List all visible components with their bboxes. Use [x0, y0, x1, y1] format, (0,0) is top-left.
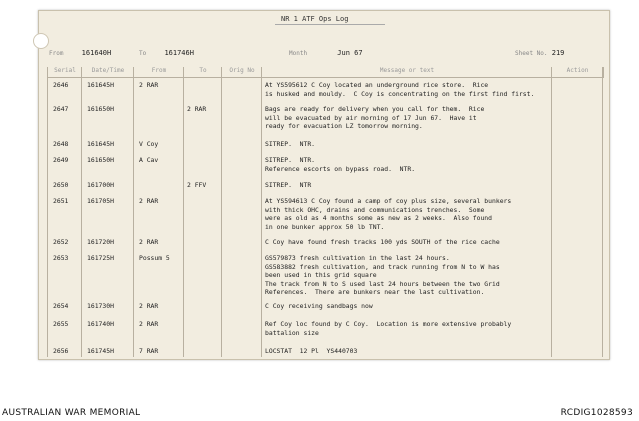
- column-rule: [261, 67, 262, 357]
- column-rule: [81, 67, 82, 357]
- row-time: 161705H: [87, 197, 114, 205]
- row-message: SITREP. NTR. Reference escorts on bypass road. NTR.: [265, 156, 416, 173]
- row-to: 2 FFV: [187, 181, 207, 189]
- footer-source: AUSTRALIAN WAR MEMORIAL: [2, 408, 141, 418]
- row-from: 2 RAR: [139, 302, 159, 310]
- to-label: To: [139, 50, 147, 57]
- row-message: Ref Coy loc found by C Coy. Location is more extensive probably battalion size: [265, 320, 512, 337]
- sheet-label: Sheet No.: [515, 50, 548, 57]
- row-from: 2 RAR: [139, 81, 159, 89]
- col-to: To: [183, 67, 222, 78]
- row-time: 161725H: [87, 254, 114, 262]
- month-label: Month: [289, 50, 308, 57]
- row-serial: 2654: [53, 302, 69, 310]
- row-message: At YS594613 C Coy found a camp of coy plus size, several bunkers with thick OHC, drains and communications trenches. Some were as old as 4 months some as new as 2 weeks. Also found in one bunker approx 50 lb TNT.: [265, 197, 512, 231]
- month-value: Jun 67: [337, 49, 363, 57]
- column-rule: [133, 67, 134, 357]
- row-message: At YS595612 C Coy located an underground rice store. Rice is husked and mouldy. C Coy is concentrating on the first find first.: [265, 81, 535, 98]
- row-time: 161700H: [87, 181, 114, 189]
- col-message: Message or text: [261, 67, 552, 78]
- sheet-value: 219: [551, 49, 565, 57]
- row-time: 161650H: [87, 105, 114, 113]
- to-value: 161746H: [164, 49, 194, 57]
- col-serial: Serial: [47, 67, 82, 78]
- column-rule: [602, 67, 603, 357]
- footer-record-id: RCDIG1028593: [560, 408, 633, 418]
- row-from: Possum 5: [139, 254, 170, 262]
- row-time: 161645H: [87, 140, 114, 148]
- punch-hole-icon: [33, 33, 49, 49]
- row-message: SITREP. NTR: [265, 181, 312, 189]
- row-serial: 2647: [53, 105, 69, 113]
- row-from: 2 RAR: [139, 320, 159, 328]
- log-sheet: [38, 10, 610, 360]
- from-field: [49, 49, 111, 57]
- row-message: LOCSTAT 12 Pl YS440703: [265, 347, 358, 355]
- row-to: 2 RAR: [187, 105, 207, 113]
- row-time: 161645H: [87, 81, 114, 89]
- column-rule: [221, 67, 222, 357]
- row-serial: 2646: [53, 81, 69, 89]
- row-time: 161720H: [87, 238, 114, 246]
- col-orig-no: Orig No: [221, 67, 262, 78]
- sheet-field: [515, 49, 564, 57]
- col-action: Action: [551, 67, 604, 78]
- row-serial: 2652: [53, 238, 69, 246]
- title-underline: [275, 24, 385, 25]
- column-rule: [47, 67, 48, 357]
- row-serial: 2653: [53, 254, 69, 262]
- row-from: 7 RAR: [139, 347, 159, 355]
- row-serial: 2651: [53, 197, 69, 205]
- row-time: 161650H: [87, 156, 114, 164]
- row-serial: 2656: [53, 347, 69, 355]
- row-message: C Coy have found fresh tracks 100 yds SOUTH of the rice cache: [265, 238, 500, 246]
- column-rule: [183, 67, 184, 357]
- col-from: From: [133, 67, 184, 78]
- form-title: NR 1 ATF Ops Log: [281, 15, 349, 23]
- row-time: 161740H: [87, 320, 114, 328]
- row-from: 2 RAR: [139, 197, 159, 205]
- row-from: V Coy: [139, 140, 159, 148]
- row-from: 2 RAR: [139, 238, 159, 246]
- row-time: 161745H: [87, 347, 114, 355]
- from-label: From: [49, 50, 64, 57]
- row-serial: 2649: [53, 156, 69, 164]
- row-serial: 2650: [53, 181, 69, 189]
- to-field: [139, 49, 194, 57]
- column-rule: [551, 67, 552, 357]
- from-value: 161640H: [81, 49, 112, 57]
- row-serial: 2655: [53, 320, 69, 328]
- row-message: Bags are ready for delivery when you call for them. Rice will be evacuated by air morning of 17 Jun 67. Have it ready for evacuation LZ tomorrow morning.: [265, 105, 485, 131]
- row-message: GS579873 fresh cultivation in the last 24 hours. GS583882 fresh cultivation, and track running from N to W has been used in this grid square The track from N to S used last 24 hours between the two Grid References. There are bunkers near the last cultivation.: [265, 254, 500, 297]
- row-from: A Cav: [139, 156, 159, 164]
- row-serial: 2648: [53, 140, 69, 148]
- month-field: [289, 49, 363, 57]
- row-message: SITREP. NTR.: [265, 140, 316, 148]
- row-time: 161730H: [87, 302, 114, 310]
- col-datetime: Date/Time: [81, 67, 134, 78]
- row-message: C Coy receiving sandbags now: [265, 302, 373, 310]
